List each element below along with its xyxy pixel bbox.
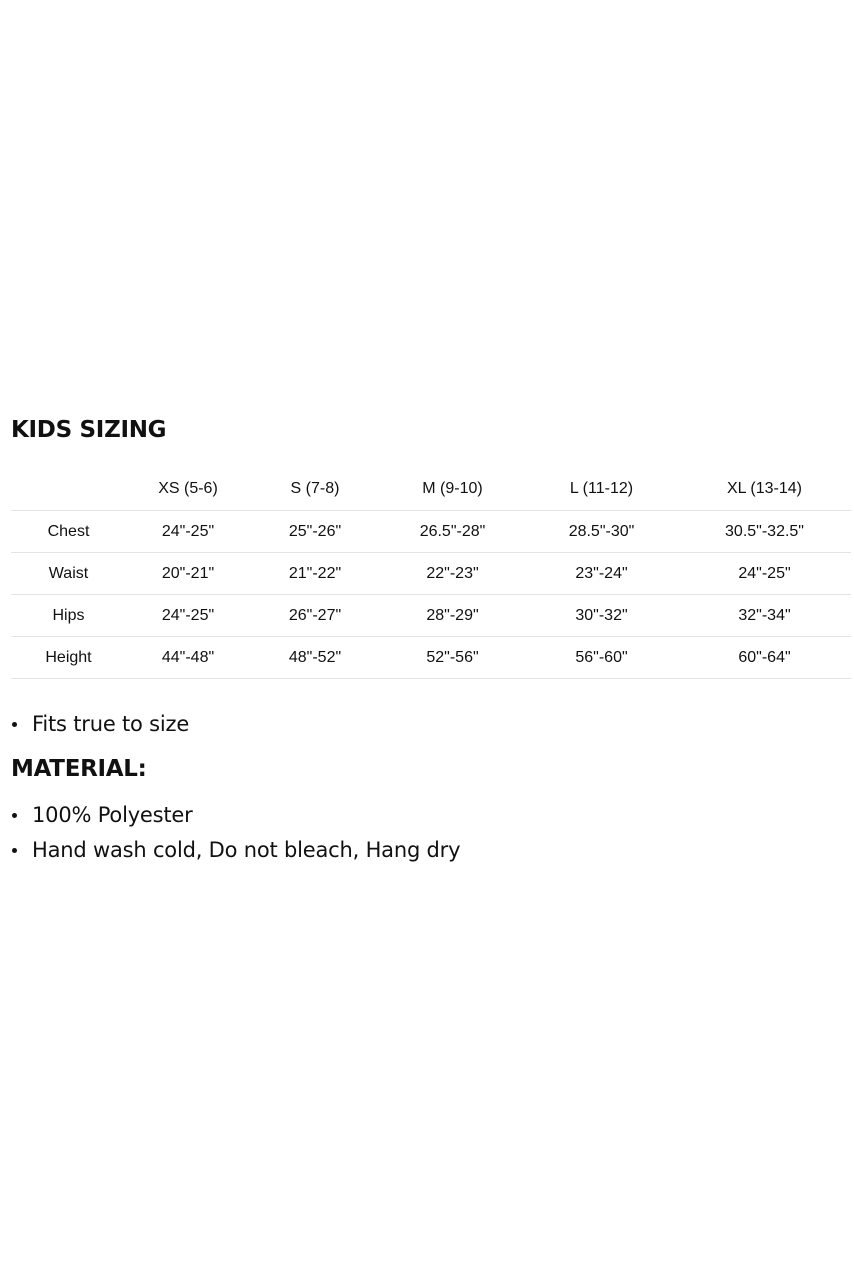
fit-notes-list <box>11 707 851 742</box>
material-item-text: 100% Polyester <box>32 803 193 827</box>
table-cell: 30.5"-32.5" <box>678 511 851 553</box>
table-cell: 44"-48" <box>126 637 250 679</box>
table-cell: 26"-27" <box>250 595 380 637</box>
list-item <box>11 798 851 833</box>
table-cell: 60"-64" <box>678 637 851 679</box>
table-row-height <box>11 637 851 679</box>
table-cell: 26.5"-28" <box>380 511 525 553</box>
table-cell: 25"-26" <box>250 511 380 553</box>
material-title: MATERIAL: <box>11 756 147 782</box>
table-cell: 24"-25" <box>126 595 250 637</box>
care-instructions-text: Hand wash cold, Do not bleach, Hang dry <box>32 838 461 862</box>
table-row-chest <box>11 511 851 553</box>
header-size-l: L (11-12) <box>525 467 678 511</box>
product-details <box>11 415 851 868</box>
header-size-m: M (9-10) <box>380 467 525 511</box>
fit-note-text: Fits true to size <box>32 712 190 736</box>
list-item <box>11 707 851 742</box>
size-header-row <box>11 467 851 511</box>
table-cell: 24"-25" <box>126 511 250 553</box>
header-size-xl: XL (13-14) <box>678 467 851 511</box>
bullet-icon <box>12 722 17 727</box>
kids-sizing-title: KIDS SIZING <box>11 417 167 443</box>
table-row-waist <box>11 553 851 595</box>
size-chart-table <box>11 467 851 679</box>
row-label: Height <box>11 637 126 679</box>
table-cell: 52"-56" <box>380 637 525 679</box>
table-cell: 32"-34" <box>678 595 851 637</box>
header-size-s: S (7-8) <box>250 467 380 511</box>
row-label: Hips <box>11 595 126 637</box>
table-cell: 20"-21" <box>126 553 250 595</box>
table-cell: 30"-32" <box>525 595 678 637</box>
list-item <box>11 833 851 868</box>
table-cell: 22"-23" <box>380 553 525 595</box>
table-cell: 28.5"-30" <box>525 511 678 553</box>
header-size-xs: XS (5-6) <box>126 467 250 511</box>
table-cell: 28"-29" <box>380 595 525 637</box>
bullet-icon <box>12 848 17 853</box>
table-cell: 48"-52" <box>250 637 380 679</box>
table-cell: 24"-25" <box>678 553 851 595</box>
row-label: Waist <box>11 553 126 595</box>
table-cell: 21"-22" <box>250 553 380 595</box>
header-blank-cell <box>11 467 126 511</box>
bullet-icon <box>12 813 17 818</box>
material-list <box>11 798 851 868</box>
table-row-hips <box>11 595 851 637</box>
row-label: Chest <box>11 511 126 553</box>
table-cell: 23"-24" <box>525 553 678 595</box>
table-cell: 56"-60" <box>525 637 678 679</box>
